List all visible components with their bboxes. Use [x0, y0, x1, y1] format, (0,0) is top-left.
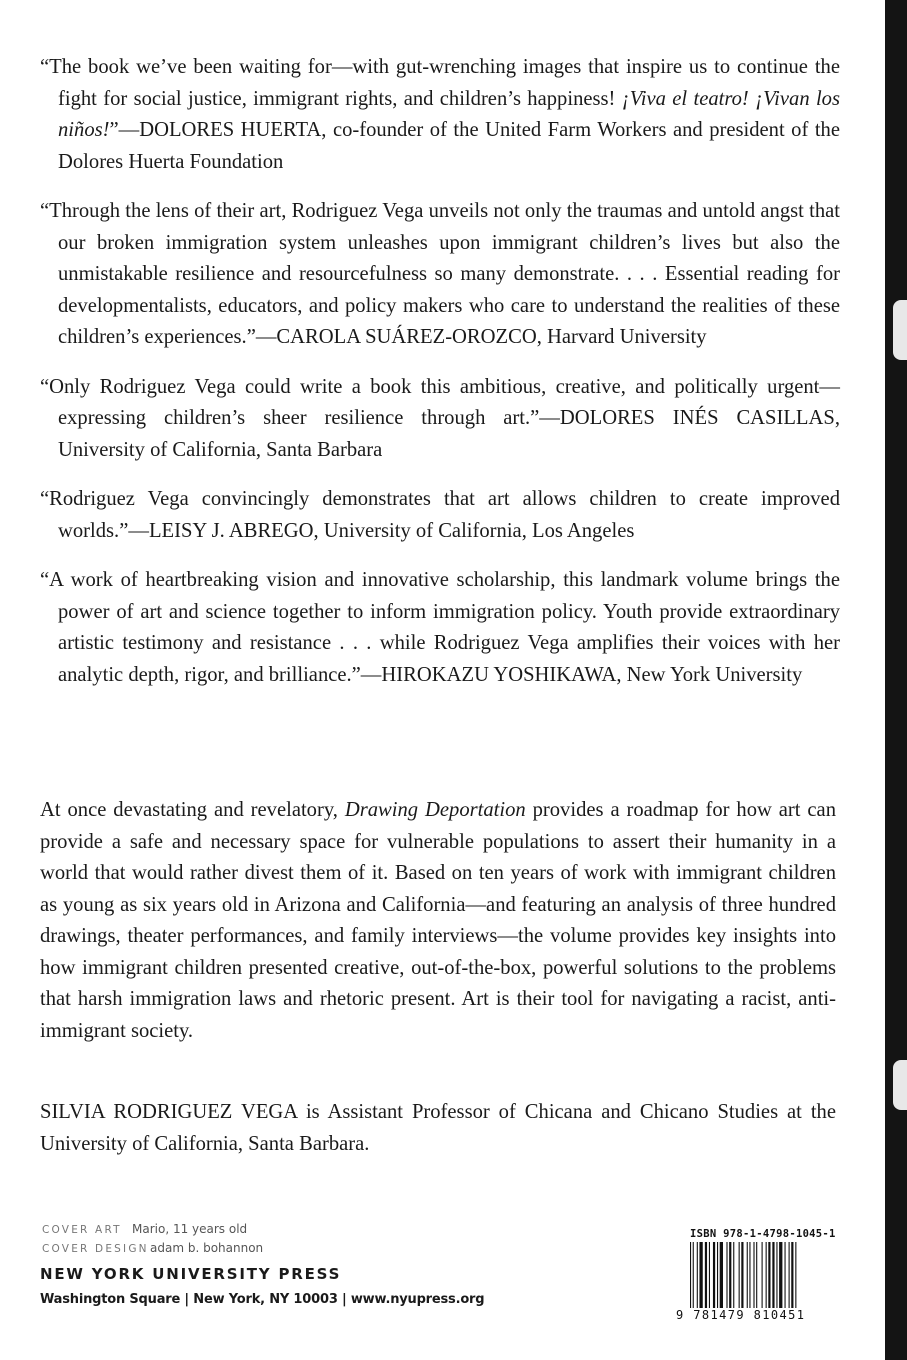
cover-design-label: COVER DESIGN [42, 1243, 149, 1255]
cover-art-credit [42, 1220, 263, 1239]
blurb-text: “The book we’ve been waiting for—with gut-wrenching images that inspire us to continue the fight for social justice, immigrant rights, and children’s happiness! [40, 56, 840, 110]
blurb-italic-text: ¡Viva el teatro! ¡Vivan los niños! [58, 87, 840, 141]
barcode-digits: 9 781479 810451 [676, 1308, 806, 1322]
cover-credits [42, 1220, 263, 1258]
barcode-bar [776, 1242, 777, 1308]
spine-nick [893, 300, 907, 360]
cover-art-label: COVER ART [42, 1224, 122, 1236]
description-text: provides a roadmap for how art can provide a safe and necessary space for vulnerable populations to assert their humanity in a world that would rather divest them of it. Based on ten years of work with immigrant children as young as six years old in Arizona and California—and featuring an analysis of three hundred drawings, theater performances, and family interviews—the volume provides key insights into how immigrant children presented creative, out-of-the-box, powerful solutions to the problems that harsh immigration laws and rhetoric present. Art is their tool for navigating a racist, anti-immigrant society. [40, 799, 836, 1042]
barcode-bar [733, 1242, 734, 1308]
barcode-bar [713, 1242, 715, 1308]
description-text: At once devastating and revelatory, [40, 799, 345, 821]
barcode-bar [772, 1242, 774, 1308]
barcode-bar [785, 1242, 786, 1308]
barcode-bar [739, 1242, 740, 1308]
barcode-bar [779, 1242, 782, 1308]
author-bio: SILVIA RODRIGUEZ VEGA is Assistant Professor of Chicana and Chicano Studies at the University of California, Santa Barbara. [40, 1101, 836, 1155]
barcode-bar [768, 1242, 770, 1308]
spine-nick [893, 1060, 907, 1110]
barcode-bar [726, 1242, 727, 1308]
isbn-barcode [676, 1228, 838, 1328]
publisher-address: Washington Square | New York, NY 10003 | www.nyupress.org [40, 1292, 485, 1307]
barcode-bar [729, 1242, 731, 1308]
blurb-text: “A work of heartbreaking vision and innovative scholarship, this landmark volume brings the power of art and science together to inform immigration policy. Youth provide extraordinary artistic testimony and resistance . . . while Rodriguez Vega amplifies their voices with her analytic depth, rigor, and brilliance.”—HIROKAZU YOSHIKAWA, New York University [40, 569, 840, 686]
barcode-bar [762, 1242, 763, 1308]
barcode-bar [795, 1242, 796, 1308]
barcode-bar [747, 1242, 748, 1308]
barcode-bar [697, 1242, 698, 1308]
cover-design-credit [42, 1239, 263, 1258]
cover-design-value: adam b. bohannon [150, 1241, 264, 1255]
blurb-casillas [40, 372, 840, 467]
barcode-bar [690, 1242, 691, 1308]
barcode-bar [756, 1242, 757, 1308]
blurb-text: “Through the lens of their art, Rodriguez Vega unveils not only the traumas and untold angst that our broken immigration system unleashes upon immigrant children’s lives but also the unmistakable resilience and resourcefulness so many demonstrate. . . . Essential reading for developmentalists, educators, and policy makers who care to understand the realities of these children’s experiences.”—CAROLA SUÁREZ-OROZCO, Harvard University [40, 200, 840, 348]
blurb-attribution: ”—DOLORES HUERTA, co-founder of the United Farm Workers and president of the Dolores Huerta Foundation [58, 119, 840, 173]
barcode-bar [741, 1242, 743, 1308]
blurb-text: “Only Rodriguez Vega could write a book this ambitious, creative, and politically urgent—expressing children’s sheer resilience through art.”—DOLORES INÉS CASILLAS, University of California, Santa Barbara [40, 375, 840, 461]
blurb-abrego [40, 484, 840, 547]
blurb-huerta [40, 52, 840, 178]
blurb-suarez-orozco [40, 196, 840, 354]
barcode-bar [717, 1242, 718, 1308]
barcode-bar [693, 1242, 694, 1308]
barcode-bar [789, 1242, 790, 1308]
barcode-bar [791, 1242, 793, 1308]
barcode-bar [753, 1242, 754, 1308]
barcode-bar [749, 1242, 750, 1308]
blurb-text: “Rodriguez Vega convincingly demonstrates that art allows children to create improved worlds.”—LEISY J. ABREGO, University of California, Los Angeles [40, 488, 840, 542]
publisher-name: NEW YORK UNIVERSITY PRESS [40, 1265, 342, 1283]
cover-art-value: Mario, 11 years old [132, 1222, 248, 1236]
barcode-bar [705, 1242, 707, 1308]
barcode-bar [699, 1242, 702, 1308]
book-title-italic: Drawing Deportation [344, 799, 526, 821]
book-spine-edge [885, 0, 907, 1360]
blurb-yoshikawa [40, 565, 840, 691]
book-description [40, 795, 836, 1047]
barcode-bar [709, 1242, 710, 1308]
barcode-bar [720, 1242, 723, 1308]
barcode-bars [690, 1242, 838, 1308]
isbn-label: ISBN 978-1-4798-1045-1 [690, 1228, 836, 1240]
endorsements [40, 52, 840, 709]
barcode-bar [766, 1242, 767, 1308]
